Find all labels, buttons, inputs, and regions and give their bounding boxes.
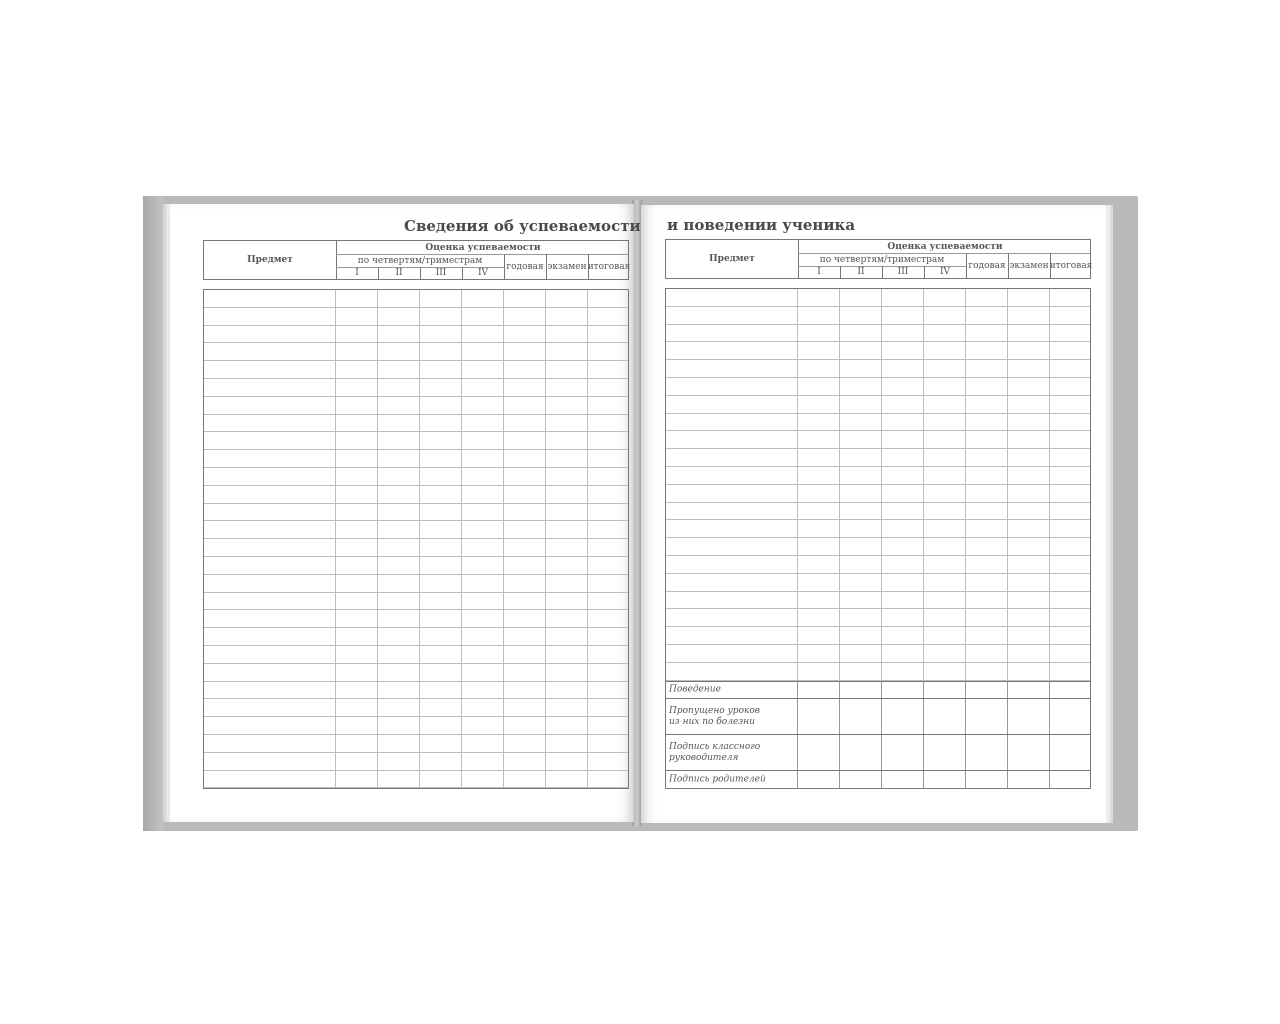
page-title-right: и поведении ученика bbox=[667, 216, 856, 234]
table-header bbox=[203, 240, 629, 280]
missed-lessons-row bbox=[665, 699, 1091, 735]
header-exam: экзамен bbox=[1009, 261, 1049, 271]
grades-table-right bbox=[665, 239, 1093, 784]
parents-signature-row bbox=[665, 771, 1091, 789]
header-term-3: III bbox=[435, 268, 447, 278]
behavior-row bbox=[665, 681, 1091, 699]
header-terms: по четвертям/триместрам bbox=[357, 256, 483, 266]
page-title-left: Сведения об успеваемости bbox=[404, 217, 641, 235]
behavior-label: Поведение bbox=[669, 684, 721, 695]
teacher-signature-label: Подпись классного руководителя bbox=[669, 741, 761, 763]
header-subject: Предмет bbox=[247, 255, 293, 265]
header-term-3: III bbox=[897, 267, 909, 277]
header-term-1: I bbox=[817, 267, 821, 277]
table-body bbox=[665, 288, 1091, 681]
header-final: итоговая bbox=[1049, 261, 1093, 271]
header-grades: Оценка успеваемости bbox=[887, 242, 1003, 252]
footer-rows bbox=[665, 681, 1091, 789]
missed-lessons-label: Пропущено уроков из них по болезни bbox=[669, 705, 761, 727]
teacher-signature-row bbox=[665, 735, 1091, 771]
table-body bbox=[203, 289, 629, 789]
header-term-2: II bbox=[395, 268, 403, 278]
header-term-4: IV bbox=[477, 268, 489, 278]
header-terms: по четвертям/триместрам bbox=[819, 255, 945, 265]
grades-table-left bbox=[203, 240, 629, 280]
parents-signature-label: Подпись родителей bbox=[669, 774, 766, 784]
header-annual: годовая bbox=[968, 261, 1006, 271]
table-header bbox=[665, 239, 1091, 279]
header-subject: Предмет bbox=[709, 254, 755, 264]
header-grades: Оценка успеваемости bbox=[425, 243, 541, 253]
header-term-1: I bbox=[355, 268, 359, 278]
header-annual: годовая bbox=[506, 262, 544, 272]
header-exam: экзамен bbox=[547, 262, 587, 272]
header-term-2: II bbox=[857, 267, 865, 277]
header-final: итоговая bbox=[587, 262, 631, 272]
header-term-4: IV bbox=[939, 267, 951, 277]
cover-edge bbox=[143, 196, 163, 831]
